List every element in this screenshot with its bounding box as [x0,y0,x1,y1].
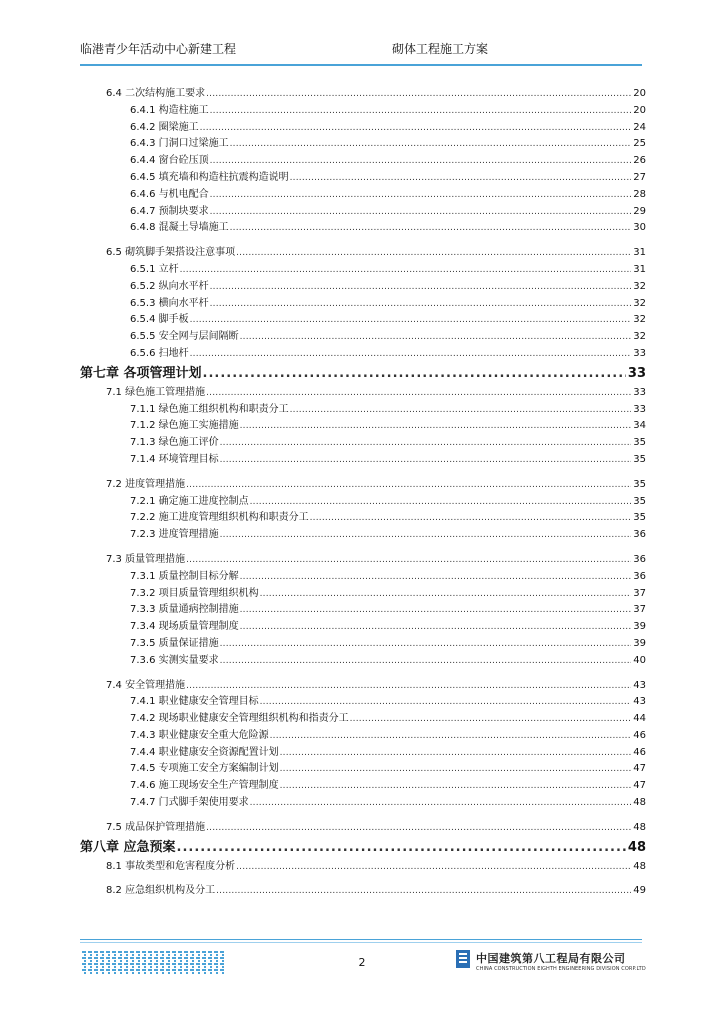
toc-entry-label: 6.5.1 立杆 [130,263,179,275]
toc-entry-page: 36 [633,553,646,565]
toc-entry-label: 7.1.3 绿色施工评价 [130,437,219,449]
toc-entry-label: 6.4.3 门洞口过梁施工 [130,138,229,150]
toc-entry-label: 7.3.3 质量通病控制措施 [130,604,239,616]
toc-entry[interactable] [80,136,646,153]
toc-entry-page: 35 [633,453,646,465]
footer-divider [80,939,642,940]
toc-dot-leader [236,859,631,876]
toc-entry-label: 7.4.2 现场职业健康安全管理组织机构和指责分工 [130,713,349,725]
toc-entry-page: 35 [633,495,646,507]
toc-entry-page: 39 [633,621,646,633]
toc-dot-leader [236,245,631,262]
toc-dot-leader [186,552,631,569]
toc-entry-label: 7.4 安全管理措施 [106,679,186,691]
toc-dot-leader [230,220,632,237]
toc-entry-page: 48 [633,821,646,833]
toc-dot-leader [180,262,632,279]
toc-entry[interactable] [80,678,646,695]
toc-dot-leader [210,187,632,204]
toc-entry[interactable] [80,694,646,711]
toc-entry-label: 6.5.6 扫地杆 [130,347,189,359]
toc-dot-leader [230,136,632,153]
toc-entry[interactable] [80,510,646,527]
company-logo-icon [456,950,470,968]
toc-entry-page: 48 [633,797,646,809]
toc-dot-leader [200,120,632,137]
toc-entry-page: 40 [633,654,646,666]
toc-entry-label: 7.1 绿色施工管理措施 [106,386,206,398]
toc-entry-page: 37 [633,604,646,616]
toc-entry-label: 6.4.7 预制块要求 [130,205,209,217]
toc-entry-page: 44 [633,713,646,725]
toc-entry-label: 第七章 各项管理计划 [80,365,202,381]
toc-entry[interactable] [80,402,646,419]
toc-dot-leader [290,402,632,419]
toc-entry-page: 27 [633,171,646,183]
toc-dot-leader [270,728,632,745]
toc-entry-page: 47 [633,763,646,775]
toc-dot-leader [240,619,632,636]
toc-entry[interactable] [80,220,646,237]
toc-entry[interactable] [80,552,646,569]
toc-entry-label: 6.4.1 构造柱施工 [130,104,209,116]
toc-entry[interactable] [80,103,646,120]
toc-entry-page: 46 [633,729,646,741]
toc-entry[interactable] [80,346,646,363]
toc-dot-leader [240,418,632,435]
toc-entry-label: 7.4.7 门式脚手架使用要求 [130,797,249,809]
toc-entry-page: 47 [633,780,646,792]
toc-dot-leader [240,329,632,346]
toc-entry-page: 34 [633,420,646,432]
toc-entry[interactable] [80,586,646,603]
toc-entry[interactable] [80,602,646,619]
toc-entry[interactable] [80,329,646,346]
toc-entry-label: 7.3.1 质量控制目标分解 [130,570,239,582]
header-divider [80,64,642,66]
toc-entry-page: 48 [633,860,646,872]
toc-entry[interactable] [80,745,646,762]
toc-entry-page: 35 [633,478,646,490]
toc-entry-label: 7.5 成品保护管理措施 [106,821,206,833]
toc-dot-leader [190,346,632,363]
company-name-english: CHINA CONSTRUCTION EIGHTH ENGINEERING DIVISION CORP.LTD [476,966,646,972]
toc-entry[interactable] [80,778,646,795]
toc-entry-label: 7.1.1 绿色施工组织机构和职责分工 [130,403,289,415]
toc-dot-leader [260,694,632,711]
toc-entry[interactable] [80,859,646,876]
toc-entry-page: 29 [633,205,646,217]
toc-dot-leader [210,204,632,221]
toc-entry[interactable] [80,761,646,778]
toc-entry-label: 6.4 二次结构施工要求 [106,88,206,99]
toc-entry-label: 6.4.6 与机电配合 [130,188,209,200]
toc-entry-page: 26 [633,155,646,167]
toc-entry[interactable] [80,477,646,494]
toc-entry-label: 6.4.5 填充墙和构造柱抗震构造说明 [130,171,289,183]
toc-entry-page: 35 [633,437,646,449]
toc-dot-leader [280,745,632,762]
toc-entry[interactable] [80,262,646,279]
toc-dot-leader [210,153,632,170]
toc-dot-leader [350,711,632,728]
toc-entry-label: 7.2 进度管理措施 [106,478,186,490]
table-of-contents [80,86,646,900]
footer-divider-secondary [80,942,642,943]
toc-entry[interactable] [80,527,646,544]
toc-entry[interactable] [80,636,646,653]
toc-entry-page: 31 [633,247,646,259]
toc-entry-page: 33 [627,365,646,381]
toc-entry[interactable] [80,312,646,329]
company-name: 中国建筑第八工程局有限公司 [476,952,626,965]
toc-dot-leader [280,778,632,795]
toc-dot-leader [203,363,626,385]
toc-dot-leader [186,477,631,494]
toc-entry[interactable] [80,820,646,837]
toc-entry[interactable] [80,569,646,586]
toc-entry-page: 32 [633,280,646,292]
toc-entry[interactable] [80,619,646,636]
toc-entry-label: 7.3.5 质量保证措施 [130,637,219,649]
toc-entry-page: 43 [633,696,646,708]
toc-entry-page: 46 [633,746,646,758]
toc-entry-label: 第八章 应急预案 [80,839,176,855]
toc-dot-leader [220,452,632,469]
toc-entry-label: 7.1.4 环境管理目标 [130,453,219,465]
toc-entry-page: 33 [633,347,646,359]
toc-dot-leader [210,296,632,313]
toc-entry-page: 32 [633,331,646,343]
toc-entry-label: 7.2.1 确定施工进度控制点 [130,495,249,507]
toc-entry-label: 7.4.4 职业健康安全资源配置计划 [130,746,279,758]
toc-entry-label: 7.4.5 专项施工安全方案编制计划 [130,763,279,775]
toc-dot-leader [177,837,626,859]
toc-entry-label: 6.5.5 安全网与层间隔断 [130,331,239,343]
toc-entry-page: 37 [633,587,646,599]
toc-entry-label: 7.3.6 实测实量要求 [130,654,219,666]
toc-dot-leader [310,510,632,527]
toc-dot-leader [190,312,632,329]
toc-entry-label: 7.3 质量管理措施 [106,553,186,565]
toc-entry-page: 36 [633,570,646,582]
toc-dot-leader [220,435,632,452]
toc-entry-page: 39 [633,637,646,649]
toc-entry-label: 7.3.2 项目质量管理组织机构 [130,587,259,599]
toc-entry[interactable] [80,296,646,313]
toc-entry-label: 7.2.3 进度管理措施 [130,529,219,541]
toc-entry-label: 6.5.2 纵向水平杆 [130,280,209,292]
toc-entry[interactable] [80,711,646,728]
page-number: 2 [358,956,366,969]
toc-dot-leader [260,586,632,603]
toc-dot-leader [186,678,631,695]
toc-dot-leader [280,761,632,778]
toc-dot-leader [210,279,632,296]
toc-entry-page: 33 [633,403,646,415]
toc-dot-leader [240,602,632,619]
toc-entry[interactable] [80,883,646,900]
toc-entry-label: 8.2 应急组织机构及分工 [106,885,216,897]
toc-entry-page: 32 [633,297,646,309]
toc-dot-leader [240,569,632,586]
toc-entry-page: 49 [633,885,646,897]
toc-entry-page: 28 [633,188,646,200]
toc-entry-page: 20 [633,88,646,99]
toc-entry[interactable] [80,86,646,103]
toc-dot-leader [216,883,631,900]
toc-entry-page: 31 [633,263,646,275]
toc-entry-label: 6.4.8 混凝土导墙施工 [130,222,229,234]
toc-entry-label: 7.4.1 职业健康安全管理目标 [130,696,259,708]
toc-entry-label: 7.1.2 绿色施工实施措施 [130,420,239,432]
toc-chapter-entry[interactable] [80,837,646,859]
toc-entry[interactable] [80,120,646,137]
decorative-pattern-icon [82,951,225,975]
toc-dot-leader [220,527,632,544]
toc-entry-page: 24 [633,121,646,133]
document-title: 砌体工程施工方案 [392,42,489,56]
toc-entry[interactable] [80,385,646,402]
toc-entry-label: 7.4.3 职业健康安全重大危险源 [130,729,269,741]
toc-entry-page: 33 [633,386,646,398]
toc-dot-leader [250,494,632,511]
toc-entry-page: 25 [633,138,646,150]
toc-entry[interactable] [80,170,646,187]
toc-dot-leader [220,653,632,670]
toc-entry[interactable] [80,153,646,170]
toc-entry-page: 43 [633,679,646,691]
toc-entry-page: 36 [633,529,646,541]
toc-dot-leader [206,86,631,103]
toc-entry-page: 20 [633,104,646,116]
toc-dot-leader [220,636,632,653]
page-header [80,40,642,64]
toc-entry[interactable] [80,728,646,745]
toc-entry[interactable] [80,418,646,435]
toc-entry[interactable] [80,653,646,670]
toc-entry-page: 48 [627,839,646,855]
toc-entry-label: 7.3.4 现场质量管理制度 [130,621,239,633]
toc-entry[interactable] [80,795,646,812]
toc-entry[interactable] [80,187,646,204]
toc-entry-label: 6.4.4 窗台砼压顶 [130,155,209,167]
toc-entry-label: 6.4.2 圈梁施工 [130,121,199,133]
toc-entry-label: 6.5.3 横向水平杆 [130,297,209,309]
toc-entry[interactable] [80,494,646,511]
toc-entry[interactable] [80,435,646,452]
toc-entry-label: 6.5.4 脚手板 [130,314,189,326]
toc-dot-leader [210,103,632,120]
toc-chapter-entry[interactable] [80,363,646,385]
toc-entry[interactable] [80,245,646,262]
toc-dot-leader [206,385,631,402]
toc-entry[interactable] [80,452,646,469]
toc-entry-page: 30 [633,222,646,234]
toc-entry-page: 35 [633,512,646,524]
toc-entry[interactable] [80,204,646,221]
project-title: 临港青少年活动中心新建工程 [80,42,237,56]
toc-dot-leader [206,820,631,837]
toc-dot-leader [290,170,632,187]
toc-entry-page: 32 [633,314,646,326]
toc-entry[interactable] [80,279,646,296]
toc-entry-label: 8.1 事故类型和危害程度分析 [106,860,236,872]
toc-entry-label: 6.5 砌筑脚手架搭设注意事项 [106,247,236,259]
toc-entry-label: 7.4.6 施工现场安全生产管理制度 [130,780,279,792]
toc-entry-label: 7.2.2 施工进度管理组织机构和职责分工 [130,512,309,524]
toc-dot-leader [250,795,632,812]
